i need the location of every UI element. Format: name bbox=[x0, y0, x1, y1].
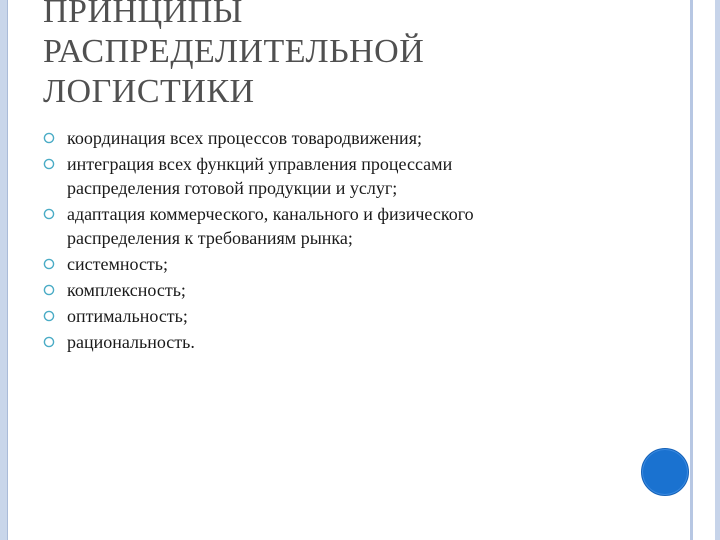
right-border-decoration bbox=[690, 0, 720, 540]
bullet-list bbox=[43, 126, 673, 356]
left-border-decoration bbox=[0, 0, 8, 540]
slide-title bbox=[43, 0, 683, 112]
slide-title-line: РАСПРЕДЕЛИТЕЛЬНОЙ bbox=[43, 33, 425, 70]
bullet-item bbox=[43, 304, 673, 328]
bullet-item bbox=[43, 330, 673, 354]
bullet-text-line: интеграция всех функций управления процессами bbox=[67, 154, 453, 174]
bullet-text-line: рациональность. bbox=[67, 332, 195, 352]
bullet-text-line: распределения к требованиям рынка; bbox=[67, 228, 353, 248]
bullet-item bbox=[43, 126, 673, 150]
bullet-item bbox=[43, 252, 673, 276]
bullet-text-line: оптимальность; bbox=[67, 306, 188, 326]
bullet-text-line: адаптация коммерческого, канального и физического bbox=[67, 204, 474, 224]
slide-title-line: ЛОГИСТИКИ bbox=[43, 73, 255, 110]
circle-bullet-icon bbox=[43, 336, 55, 348]
circle-bullet-icon bbox=[43, 284, 55, 296]
circle-nav-button[interactable] bbox=[641, 448, 689, 496]
bullet-item bbox=[43, 152, 673, 200]
circle-bullet-icon bbox=[43, 158, 55, 170]
slide-title-line: ПРИНЦИПЫ bbox=[43, 0, 243, 30]
circle-bullet-icon bbox=[43, 310, 55, 322]
bullet-text-line: системность; bbox=[67, 254, 169, 274]
bullet-text-line: распределения готовой продукции и услуг; bbox=[67, 178, 398, 198]
circle-bullet-icon bbox=[43, 258, 55, 270]
bullet-text-line: комплексность; bbox=[67, 280, 186, 300]
bullet-item bbox=[43, 202, 673, 250]
bullet-text-line: координация всех процессов товародвижения; bbox=[67, 128, 422, 148]
circle-bullet-icon bbox=[43, 208, 55, 220]
bullet-item bbox=[43, 278, 673, 302]
circle-bullet-icon bbox=[43, 132, 55, 144]
